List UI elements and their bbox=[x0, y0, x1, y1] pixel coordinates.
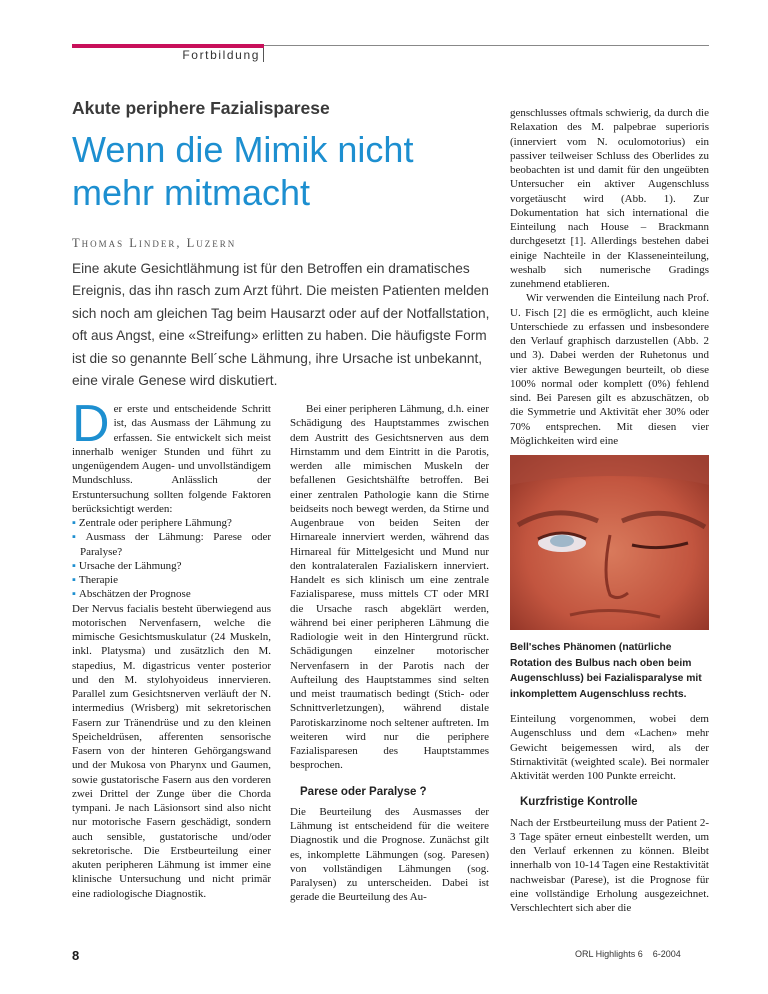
body-column-3 bbox=[510, 106, 709, 448]
drop-cap: D bbox=[72, 395, 110, 453]
body-paragraph: Der Nervus facialis besteht überwiegend aus motorischen Nervenfasern, welche die mimische Gesichtsmuskulatur (24 Muskeln, inkl. Platysma) und zusätzlich den M. stapedius, M. digastricus venter posterior und den M. stylohyoideus innervieren. Parallel zum Gesichtsnerven verläuft der N. intermedius (Wrisberg) mit sekretorischen Fasern zur Tränendrüse und zu den kleinen Speicheldrüsen, afferenten sensorische Fasern von der hinteren Gehörgangswand und der Mukosa von Pharynx und Gaumen, sowie gustatorische Fasern aus den vorderen zwei Drittel der Zunge über die Chorda tympani. Je nach Läsionsort sind also nicht nur motorische Fasern geschädigt, sondern auch sensible, gustatorische und/oder sekretorische. Die Erstbeurteilung einer akuten peripheren Lähmung ist immer eine klinische Untersuchung und nicht primär eine radiologische Diagnostik. bbox=[72, 602, 271, 900]
article-lead: Eine akute Gesichtlähmung ist für den Betroffen ein dramatisches Ereignis, das ihn rasch zum Arzt führt. Die meisten Patienten melden sich noch am gleichen Tag beim Hausarzt oder auf der Notfallstation, oft aus Angst, eine «Streifung» erlitten zu haben. Die häufigste Form ist die so genannte Bell´sche Lähmung, ihre Ursache ist unbekannt, eine virale Genese wird diskutiert. bbox=[72, 261, 490, 389]
body-paragraph: Bei einer peripheren Lähmung, d.h. einer Schädigung des Hauptstammes zwischen dem Austritt des Gesichtsnerven aus dem Hirnstamm und dem Eintritt in die Parotis, werden alle mimischen Muskeln der befallenen Gesichtshälfte betroffen. Bei einer zentralen Pathologie kann die Stirne beidseits noch bewegt werden, da Stirne und Augenbraue von beiden Seiten der Hirnareale innerviert werden, während das Hirnareal für Mittelgesicht und Mund nur den kontralateralen Fazialiskern innerviert. Handelt es sich klinisch um eine zentrale Fazialisparese, muss mittels CT oder MRI die Ursache rasch abgeklärt werden, während bei einer peripheren Lähmung die Radiologie weit in den Hintergrund rückt. Schädigungen einzelner motorischer Nervenfasern in der Parotis nach der Aufteilung des Hauptstammes sind selten und meist traumatisch bedingt (Stich- oder Schnittverletzungen), während distale Parotiskarzinome noch seltener auftreten. Im weiteren wird nur die periphere Fazialisparesen des Hauptstammes besprochen. bbox=[290, 403, 489, 772]
list-item: ▪ Ausmass der Lähmung: Parese oder Paralyse? bbox=[72, 530, 271, 559]
checklist bbox=[72, 516, 271, 602]
header-divider bbox=[263, 48, 264, 62]
page-number: 8 bbox=[72, 948, 80, 963]
list-item: ▪ Abschätzen der Prognose bbox=[72, 587, 271, 601]
body-column-3-lower bbox=[510, 712, 709, 915]
publication-info: ORL Highlights 6 6-2004 bbox=[575, 949, 681, 959]
list-item: ▪ Zentrale oder periphere Lähmung? bbox=[72, 516, 271, 530]
header-rule bbox=[264, 45, 709, 46]
list-item: ▪ Ursache der Lähmung? bbox=[72, 559, 271, 573]
article-author: Thomas Linder, Luzern bbox=[72, 236, 237, 250]
section-label: Fortbildung bbox=[182, 48, 260, 62]
subheading: Kurzfristige Kontrolle bbox=[520, 796, 638, 809]
intro-paragraph: Der erste und entscheidende Schritt ist, das Ausmass der Lähmung zu erfassen. Sie entwickelt sich meist innerhalb weniger Stunden und führt zu ungenügendem Augen- und unvollständigem Mundschluss. Anlässlich der Erstuntersuchung sollten folgende Faktoren berücksichtigt werden: bbox=[72, 395, 271, 515]
article-headline: Wenn die Mimik nicht mehr mitmacht bbox=[72, 129, 414, 213]
body-paragraph: Wir verwenden die Einteilung nach Prof. U. Fisch [2] die es ermöglicht, auch kleine Unterschiede zu erfassen und insbesondere den Verlauf graphisch darzustellen (Abb. 2 und 3). Dabei werden der Ruhetonus und vier aktive Bewegungen beurteilt, ob diese 100% normal oder komplett (0%) fehlend sind. Bei Paresen gilt es abzuschätzen, ob die Symmetrie und Aktivität eher 30% oder 70% entsprechen. Mit diesen vier Möglichkeiten wird eine bbox=[510, 292, 709, 447]
body-paragraph: Nach der Erstbeurteilung muss der Patient 2-3 Tage später erneut einbestellt werden, um den Verlauf erkennen zu können. Bleibt innerhalb von 10-14 Tagen eine Restaktivität nachweisbar (Parese), ist die Prognose für eine vollständige Erholung ausgezeichnet. Verschlechtert sich aber die bbox=[510, 816, 709, 914]
body-paragraph: Einteilung vorgenommen, wobei dem Augenschluss und dem «Lachen» mehr Gewicht beigemessen wird, als der Stirnaktivität (weighted scale). Bei normaler Aktivität werden 100 Punkte erreicht. bbox=[510, 713, 709, 782]
article-kicker: Akute periphere Fazialisparese bbox=[72, 98, 330, 118]
subheading: Parese oder Paralyse ? bbox=[300, 785, 427, 798]
body-column-2 bbox=[290, 402, 489, 905]
body-paragraph: genschlusses oftmals schwierig, da durch die Relaxation des M. palpebrae superioris (innerviert vom N. oculomotorius) ein passiver teilweiser Schluss des Oberlides zu beobachten ist und damit für den ungeübten Untersucher ein aktiver Augenschluss vorgetäuscht wird (Abb. 1). Zur Dokumentation hat sich international die Einteilung nach House – Brackmann durchgesetzt [1]. Allerdings bestehen dabei einige Nachteile in der Klasseneinteilung, weshalb sich numerische Gradings zunehmend etablieren. bbox=[510, 107, 709, 290]
patient-face-photo bbox=[510, 455, 709, 630]
body-column-1 bbox=[72, 395, 271, 901]
figure-caption: Bell'sches Phänomen (natürliche Rotation des Bulbus nach oben beim Augenschluss) bei Fazialisparalyse mit inkomplettem Augenschluss rechts. bbox=[510, 642, 702, 700]
body-paragraph: Die Beurteilung des Ausmasses der Lähmung ist entscheidend für die weitere Diagnostik und die Prognose. Zunächst gilt es, inkomplette Lähmungen (sog. Paresen) von vollständigen Lähmungen (sog. Paralysen) zu unterscheiden. Dabei ist gerade die Beurteilung des Au- bbox=[290, 805, 489, 904]
list-item: ▪ Therapie bbox=[72, 573, 271, 587]
